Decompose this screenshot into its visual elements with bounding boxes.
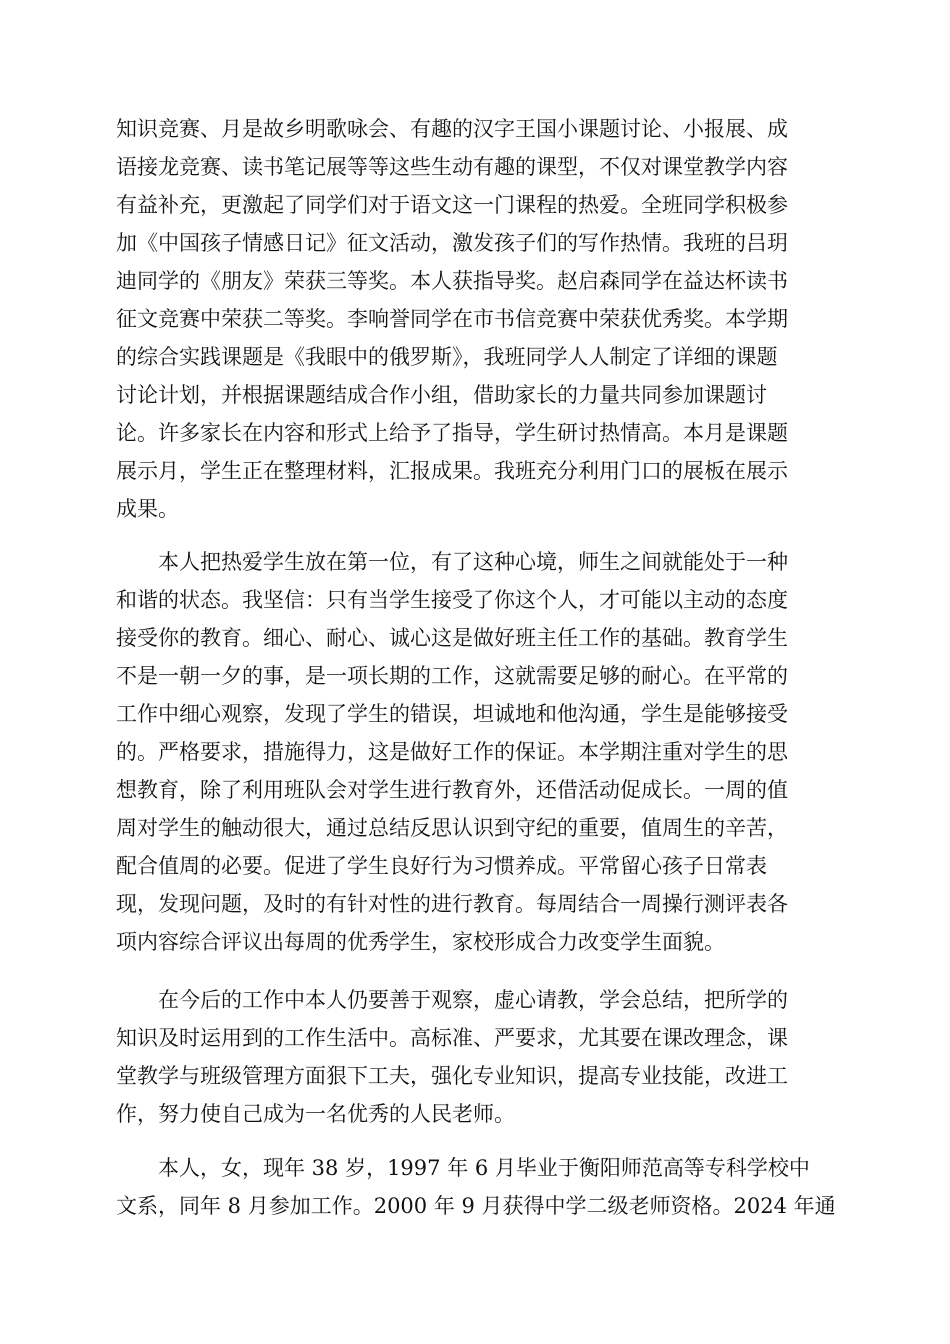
paragraph-2-line-8: 周对学生的触动很大，通过总结反思认识到守纪的重要，值周生的辛苦， [116,816,788,840]
paragraph-2-line-6: 的。严格要求，措施得力，这是做好工作的保证。本学期注重对学生的思 [116,740,788,764]
paragraph-1-line-4: 加《中国孩子情感日记》征文活动，激发孩子们的写作热情。我班的吕玥 [116,231,788,255]
paragraph-2-line-3: 接受你的教育。细心、耐心、诚心这是做好班主任工作的基础。教育学生 [116,626,788,650]
paragraph-2-line-9: 配合值周的必要。促进了学生良好行为习惯养成。平常留心孩子日常表 [116,854,767,878]
paragraph-3-line-1: 在今后的工作中本人仍要善于观察，虚心请教，学会总结，把所学的 [158,988,788,1012]
paragraph-2-line-10: 现，发现问题，及时的有针对性的进行教育。每周结合一周操行测评表各 [116,892,788,916]
paragraph-1-line-1: 知识竞赛、月是故乡明歌咏会、有趣的汉字王国小课题讨论、小报展、成 [116,117,788,141]
paragraph-1-line-10: 展示月，学生正在整理材料，汇报成果。我班充分利用门口的展板在展示 [116,459,788,483]
paragraph-1-line-3: 有益补充，更激起了同学们对于语文这一门课程的热爱。全班同学积极参 [116,193,788,217]
paragraph-1-line-5: 迪同学的《朋友》荣获三等奖。本人获指导奖。赵启森同学在益达杯读书 [116,269,788,293]
paragraph-2-line-4: 不是一朝一夕的事，是一项长期的工作，这就需要足够的耐心。在平常的 [116,664,788,688]
paragraph-1-line-2: 语接龙竞赛、读书笔记展等等这些生动有趣的课型，不仅对课堂教学内容 [116,155,788,179]
paragraph-4-line-1: 本人，女，现年 38 岁，1997 年 6 月毕业于衡阳师范高等专科学校中 [158,1156,810,1180]
paragraph-2-line-11: 项内容综合评议出每周的优秀学生，家校形成合力改变学生面貌。 [116,930,725,954]
paragraph-2-line-1: 本人把热爱学生放在第一位，有了这种心境，师生之间就能处于一种 [158,550,788,574]
paragraph-3-line-4: 作，努力使自己成为一名优秀的人民老师。 [116,1102,515,1126]
paragraph-2-line-2: 和谐的状态。我坚信：只有当学生接受了你这个人，才可能以主动的态度 [116,588,788,612]
paragraph-1-line-6: 征文竞赛中荣获二等奖。李响誉同学在市书信竞赛中荣获优秀奖。本学期 [116,307,788,331]
paragraph-3-line-2: 知识及时运用到的工作生活中。高标准、严要求，尤其要在课改理念，课 [116,1026,788,1050]
paragraph-1-line-8: 讨论计划，并根据课题结成合作小组，借助家长的力量共同参加课题讨 [116,383,767,407]
paragraph-1-line-7: 的综合实践课题是《我眼中的俄罗斯》，我班同学人人制定了详细的课题 [116,345,778,369]
paragraph-1-line-11: 成果。 [116,497,179,521]
paragraph-1-line-9: 论。许多家长在内容和形式上给予了指导，学生研讨热情高。本月是课题 [116,421,788,445]
paragraph-2-line-7: 想教育，除了利用班队会对学生进行教育外，还借活动促成长。一周的值 [116,778,788,802]
paragraph-2-line-5: 工作中细心观察，发现了学生的错误，坦诚地和他沟通，学生是能够接受 [116,702,788,726]
paragraph-4-line-2: 文系，同年 8 月参加工作。2000 年 9 月获得中学二级老师资格。2024 年通 [116,1194,836,1218]
paragraph-3-line-3: 堂教学与班级管理方面狠下工夫，强化专业知识，提高专业技能，改进工 [116,1064,788,1088]
